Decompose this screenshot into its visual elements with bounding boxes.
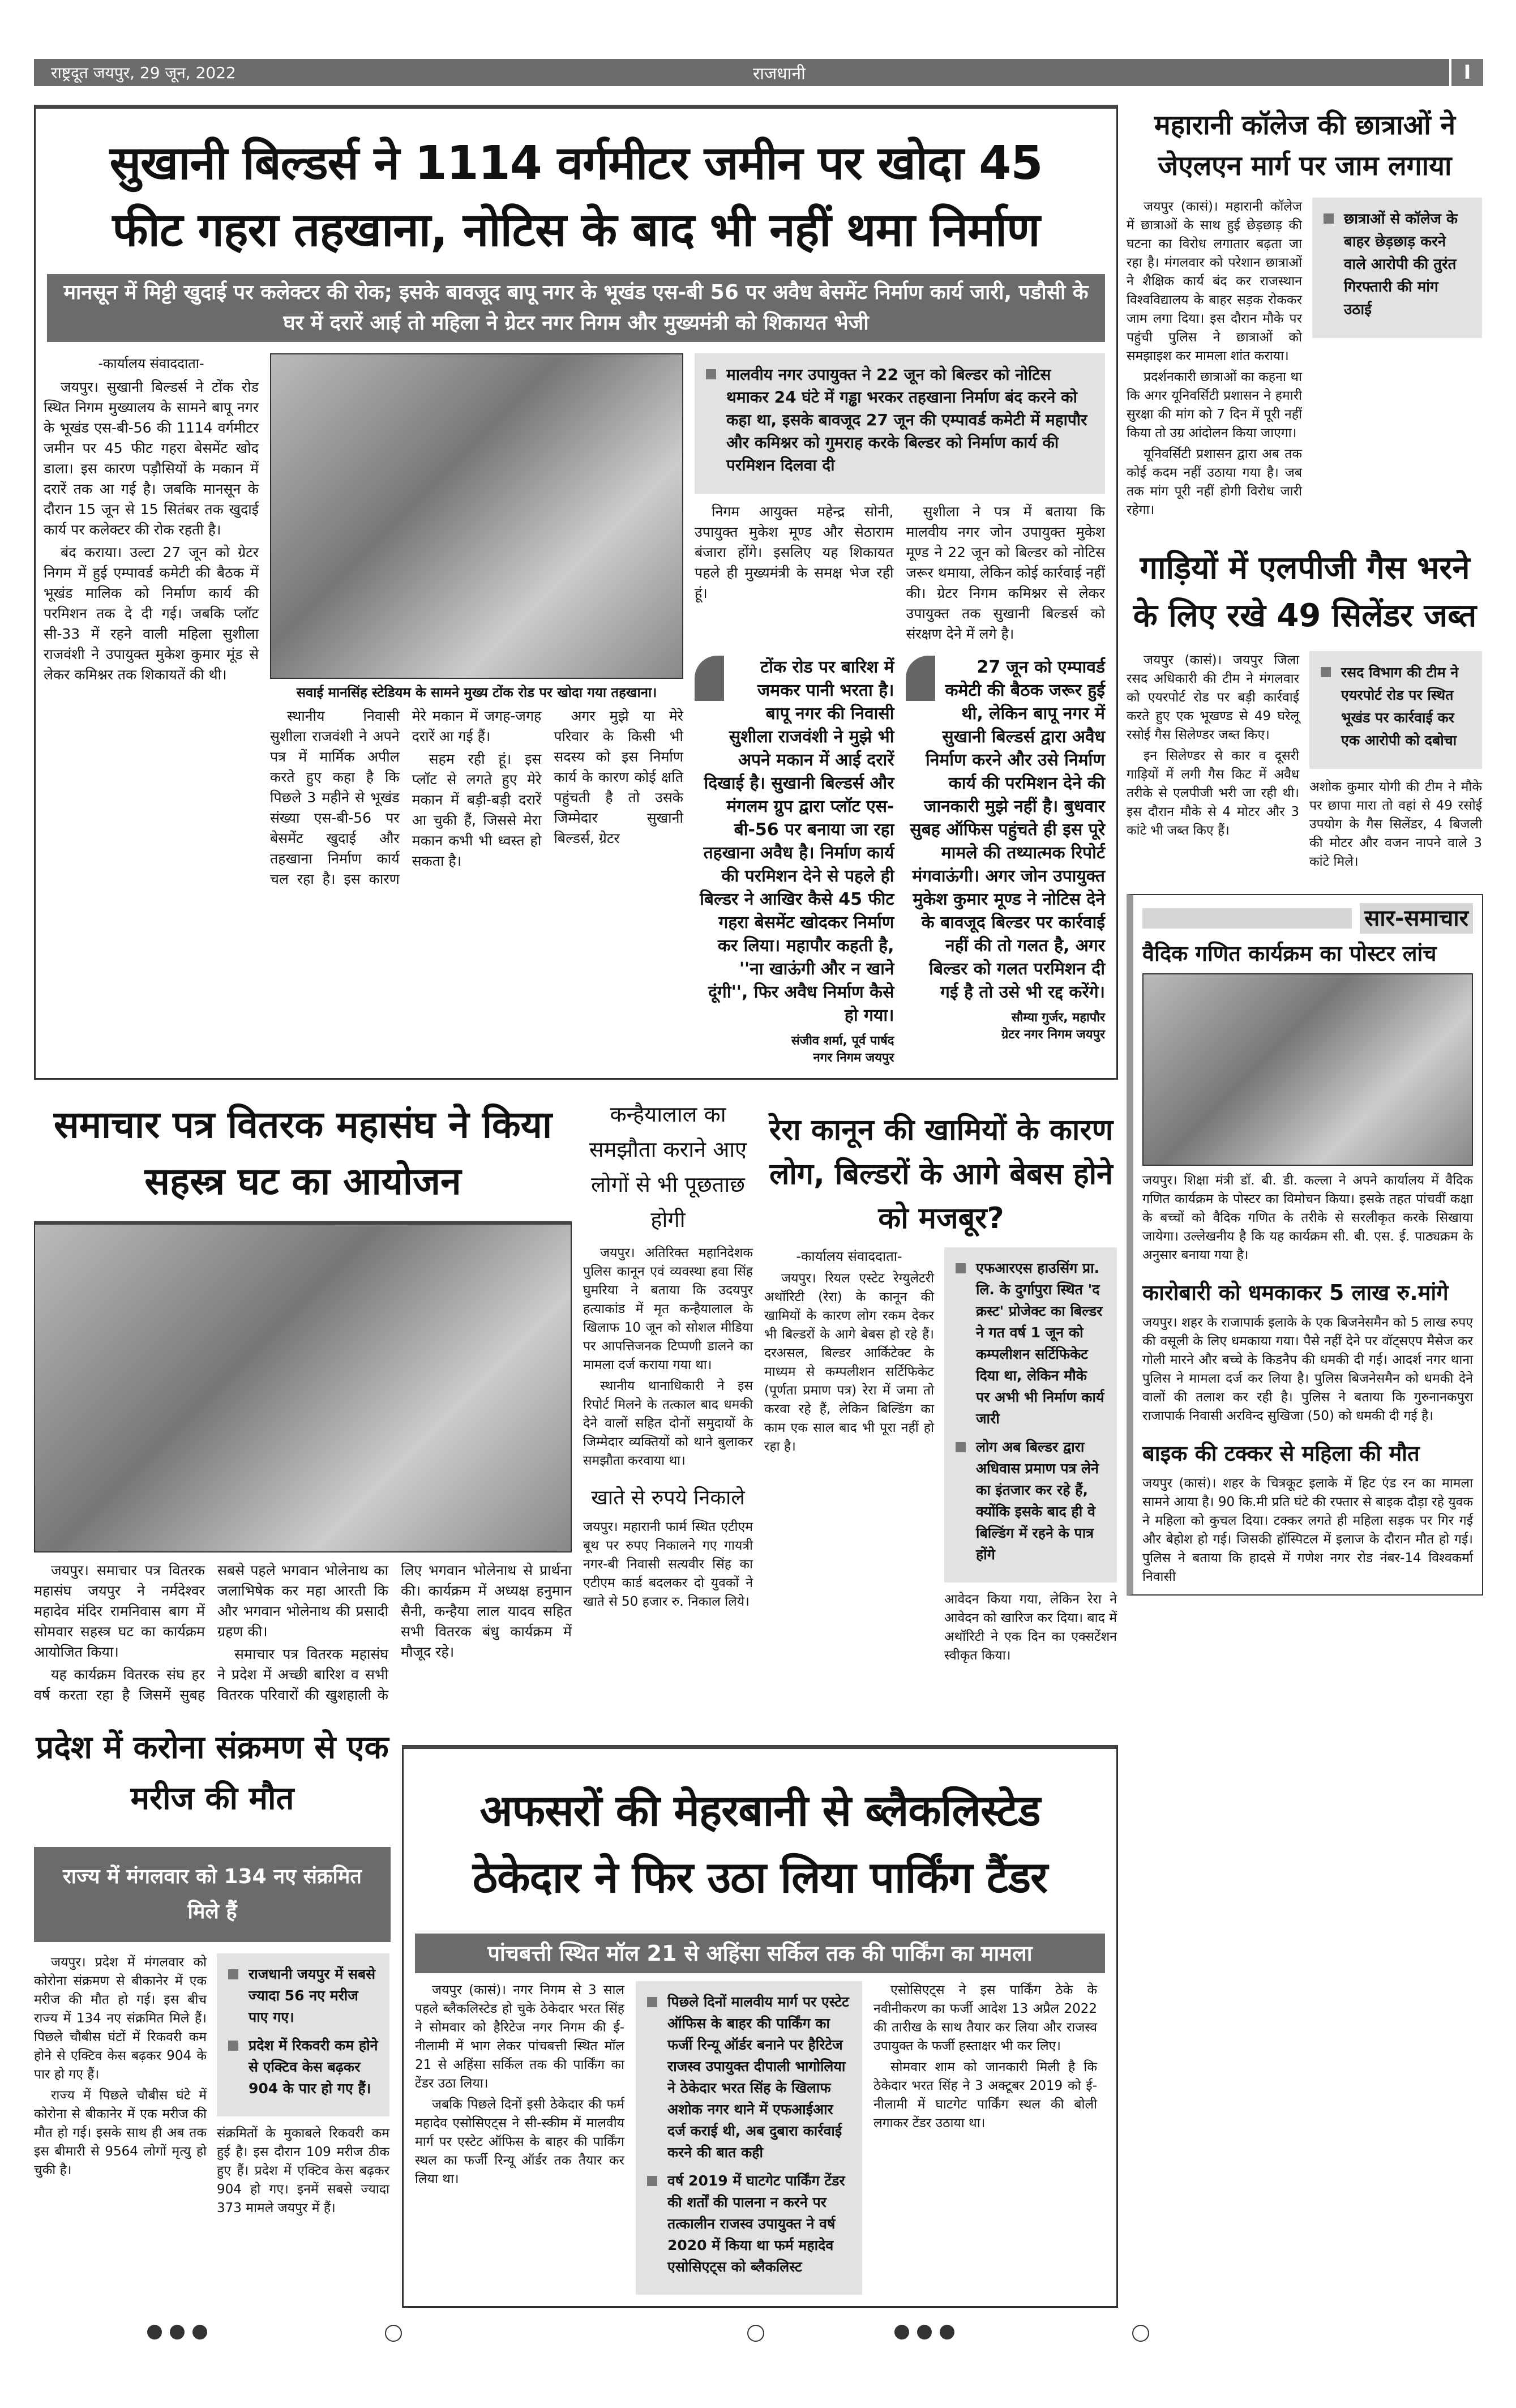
paragraph: प्रदर्शनकारी छात्राओं का कहना था कि अगर यूनिवर्सिटी प्रशासन ने हमारी सुरक्षा की मांग को 7 दिन में पूरी नहीं किया तो उग्र आंदोलन किया जाएगा। xyxy=(1127,370,1302,440)
quote-saumya xyxy=(906,656,1106,1043)
paragraph: जयपुर। रियल एस्टेट रेग्युलेटरी अथॉरिटी (रेरा) के कानून की खामियों के कारण लोग रकम देकर भी बिल्डरों के आगे बेबस हो रहे हैं। दरअसल, बिल्डर आर्किटेक्ट के माध्यम से कम्पलीशन सर्टिफिकेट (पूर्णता प्रमाण पत्र) रेरा में जमा तो करवा रहे हैं, लेकिन बिल्डिंग का काम एक साल बाद भी पूरा नहीं हो रहा है। xyxy=(764,1271,934,1454)
highlight-text: पिछले दिनों मालवीय मार्ग पर एस्टेट ऑफिस के बाहर की पार्किंग का फर्जी रिन्यू ऑर्डर बनाने पर हैरिटेज राजस्व उपायुक्त दीपाली भागोलिया ने ठेकेदार भरत सिंह के खिलाफ अशोक नगर थाने में एफआईआर दर्ज कराई थी, अब दुबारा कार्रवाई करने की बात कही xyxy=(667,1994,849,2161)
parking-headline-line-1: अफसरों की मेहरबानी से ब्लैकलिस्टेड xyxy=(479,1785,1040,1836)
bullet-icon xyxy=(647,2176,657,2186)
maharani-highlight-box xyxy=(1312,198,1482,338)
parking-subhead: पांचबत्ती स्थित मॉल 21 से अहिंसा सर्किल तक की पार्किंग का मामला xyxy=(415,1934,1105,1973)
distributors-event-photo xyxy=(34,1221,572,1552)
page-number: I xyxy=(1449,59,1483,86)
atm-headline: खाते से रुपये निकाले xyxy=(591,1486,745,1509)
maharani-story xyxy=(1127,105,1483,522)
paragraph: संक्रमितों के मुकाबले रिकवरी कम हुई है। इस दौरान 109 मरीज ठीक हुए हैं। प्रदेश में एक्टिव केस बढ़कर 904 हो गए। इनमें सबसे ज्यादा 373 मामले जयपुर में हैं। xyxy=(217,2126,389,2215)
bullet-icon xyxy=(956,1263,966,1273)
karobari-headline: कारोबारी को धमकाकर 5 लाख रु.मांगे xyxy=(1142,1280,1449,1305)
paragraph: जबकि पिछले दिनों इसी ठेकेदार की फर्म महादेव एसोसिएट्स ने सी-स्कीम में मालवीय मार्ग पर एस्टेट ऑफिस के बाहर की पार्किंग स्थल का फर्जी रिन्यू ऑर्डर तक तैयार कर लिया था। xyxy=(415,2097,624,2187)
paragraph: समाचार पत्र वितरक महासंघ ने प्रदेश में अच्छी बारिश व सभी वितरक परिवारों की खुशहाली के लिए भगवान भोलेनाथ से प्रार्थना की। कार्यक्रम में अध्यक्ष हनुमान सैनी, कन्हैया लाल यादव सहित सभी वितरक बंधु कार्यक्रम में मौजूद रहे। xyxy=(217,1562,572,1703)
paragraph: यह कार्यक्रम वितरक संघ हर वर्ष करता रहा है जिसमें सुबह सबसे पहले भगवान भोलेनाथ का जलाभिषेक कर महा आरती कि और भगवान भोलेनाथ की प्रसादी ग्रहण की। xyxy=(34,1562,388,1703)
corona-text xyxy=(34,1953,207,2182)
bullet-icon xyxy=(647,1997,657,2007)
rera-story xyxy=(764,1097,1118,1665)
corona-headline: प्रदेश में करोना संक्रमण से एक मरीज की मौत xyxy=(36,1729,389,1817)
paragraph: निगम आयुक्त महेन्द्र सोनी, उपायुक्त मुकेश मूण्ड और सेठाराम बंजारा होंगे। इसलिए यह शिकायत पहले ही मुख्यमंत्री के समक्ष भेज रही हूं। xyxy=(695,503,894,601)
bike-headline: बाइक की टक्कर से महिला की मौत xyxy=(1142,1441,1420,1466)
registration-dot-icon xyxy=(917,2325,932,2339)
sar-samachar-box xyxy=(1127,894,1483,1596)
parking-text-2 xyxy=(873,1981,1097,2135)
rera-text xyxy=(764,1247,934,1459)
highlight-text: एफआरएस हाउसिंग प्रा. लि. के दुर्गापुरा स्थित 'द क्रस्ट' प्रोजेक्ट का बिल्डर ने गत वर्ष 1 जून को कम्पलीशन सर्टिफिकेट दिया था, लेकिन मौके पर अभी भी निर्माण कार्य जारी xyxy=(976,1260,1104,1427)
distributors-text xyxy=(34,1560,572,1705)
quote-text: 27 जून को एम्पावर्ड कमेटी की बैठक जरूर हुई थी, लेकिन बापू नगर में सुखानी बिल्डर्स द्वारा अवैध निर्माण करने और उसे निर्माण कार्य की परमिशन देने की जानकारी मुझे नहीं है। बुधवार सुबह ऑफिस पहुंचते ही इस पूरे मामले की तथ्यात्मक रिपोर्ट मंगवाऊंगी। अगर जोन उपायुक्त मुकेश कुमार मूण्ड ने नोटिस देने के बावजूद बिल्डर पर कार्रवाई नहीं की तो गलत है, अगर बिल्डर को गलत परमिशन दी गई है तो उसे भी रद्द करेंगे। xyxy=(910,657,1105,1002)
maharani-headline: महारानी कॉलेज की छात्राओं ने जेएलएन मार्ग पर जाम लगाया xyxy=(1154,109,1456,182)
main-highlight-box xyxy=(695,353,1105,494)
highlight-text: मालवीय नगर उपायुक्त ने 22 जून को बिल्डर को नोटिस थमाकर 24 घंटे में गड्ढा भरकर तहखाना निर्माण बंद करने को कहा था, इसके बावजूद 27 जून की एम्पावर्ड कमेटी में महापौर और कमिश्नर को गुमराह करके बिल्डर को निर्माण कार्य की परमिशन दिलवा दी xyxy=(726,365,1087,474)
main-headline-line-1: सुखानी बिल्डर्स ने 1114 वर्गमीटर जमीन पर खोदा 45 xyxy=(109,136,1043,190)
main-left-column xyxy=(44,353,259,687)
highlight-text: लोग अब बिल्डर द्वारा अधिवास प्रमाण पत्र लेने का इंतजार कर रहे हैं, क्योंकि इसके बाद ही वे बिल्डिंग में रहने के पात्र होंगे xyxy=(976,1439,1099,1563)
rera-highlight-box xyxy=(944,1247,1117,1582)
basement-photo xyxy=(270,353,683,679)
bullet-icon xyxy=(228,1969,238,1979)
distributors-headline: समाचार पत्र वितरक महासंघ ने किया सहस्त्र घट का आयोजन xyxy=(53,1103,553,1203)
paragraph: जयपुर। समाचार पत्र वितरक महासंघ जयपुर ने नर्मदेश्वर महादेव मंदिर रामनिवास बाग में सोमवार सहस्त्र घट का कार्यक्रम आयोजित किया। xyxy=(34,1562,205,1660)
paragraph: सुशीला ने पत्र में बताया कि मालवीय नगर जोन उपायुक्त मुकेश मूण्ड ने 22 जून को बिल्डर को नोटिस जरूर थमाया, लेकिन कोई कार्रवाई नहीं की। ग्रेटर निगम कमिश्नर से लेकर उपायुक्त तक सुखानी बिल्डर्स को संरक्षण देने में लगे है। xyxy=(906,503,1105,642)
corona-highlight: राज्य में मंगलवार को 134 नए संक्रमित मिले हैं xyxy=(34,1847,391,1942)
paragraph: अगर मुझे या मेरे परिवार के किसी भी सदस्य को इस निर्माण कार्य के कारण कोई क्षति पहुंचती है तो उसके जिम्मेदार सुखानी बिल्डर्स, ग्रेटर xyxy=(554,708,683,846)
paragraph: राज्य में पिछले चौबीस घंटे में कोरोना से बीकानेर में एक मरीज की मौत हो गई। इसके साथ ही अब तक इस बीमारी से 9564 लोगों मृत्यु हो चुकी है। xyxy=(34,2088,207,2178)
paragraph: एसोसिएट्स ने इस पार्किंग ठेके के नवीनीकरण का फर्जी आदेश 13 अप्रैल 2022 की तारीख के साथ तैयार कर लिया और राजस्व उपायुक्त के फर्जी हस्ताक्षर भी कर लिए। xyxy=(873,1983,1097,2054)
lpg-headline: गाड़ियों में एलपीजी गैस भरने के लिए रखे 49 सिलेंडर जब्त xyxy=(1133,550,1477,634)
quote-author-org: नगर निगम जयपुर xyxy=(813,1051,894,1065)
maharani-text xyxy=(1127,198,1302,522)
paragraph: जयपुर (कासं)। महारानी कॉलेज में छात्राओं के साथ हुई छेड़छाड़ की घटना का विरोध लगातार बढ़ता जा रहा है। मंगलवार को परेशान छात्राओं ने शैक्षिक कार्य बंद कर राजस्थान विश्वविद्यालय के बाहर सड़क रोककर जाम लगा दिया। इस दौरान मौके पर पहुंची पुलिस ने छात्राओं को समझाइश कर मामला शांत कराया। xyxy=(1127,199,1302,363)
registration-mark-icon xyxy=(385,2325,402,2342)
registration-dot-icon xyxy=(894,2325,909,2339)
kanhaiyalal-headline: कन्हैयालाल का समझौता कराने आए लोगों से भी पूछताछ होगी xyxy=(589,1102,747,1232)
registration-mark-icon xyxy=(747,2325,764,2342)
vedic-headline: वैदिक गणित कार्यक्रम का पोस्टर लांच xyxy=(1142,941,1437,966)
registration-dot-icon xyxy=(170,2325,185,2339)
lpg-text xyxy=(1127,651,1299,842)
quote-mark-icon xyxy=(906,656,935,701)
highlight-text: रसद विभाग की टीम ने एयरपोर्ट रोड पर स्थित भूखंड पर कार्रवाई कर एक आरोपी को दबोचा xyxy=(1341,664,1459,749)
vedic-text: जयपुर। शिक्षा मंत्री डॉ. बी. डी. कल्ला ने अपने कार्यालय में वैदिक गणित कार्यक्रम के पोस्टर का विमोचन किया। इसके तहत पांचवीं कक्षा के बच्चों को वैदिक गणित के तरीके से सरलीकृत करके सिखाया जायेगा। उल्लेखनीय है कि यह कार्यक्रम सी. बी. एस. ई. पाठ्यक्रम के अनुसार बनाया गया है। xyxy=(1142,1173,1473,1263)
registration-dot-icon xyxy=(147,2325,162,2339)
bullet-icon xyxy=(956,1442,966,1452)
main-headline-line-2: फीट गहरा तहखाना, नोटिस के बाद भी नहीं थमा निर्माण xyxy=(112,203,1040,257)
paragraph: जयपुर। प्रदेश में मंगलवार को कोरोना संक्रमण से बीकानेर में एक मरीज की मौत हो गई। इस बीच राज्य में 134 नए संक्रमित मिले हैं। पिछले चौबीस घंटों में रिकवरी कम होने से एक्टिव केस बढ़कर 904 के पार हो गए हैं। xyxy=(34,1955,207,2082)
rera-headline: रेरा कानून की खामियों के कारण लोग, बिल्डरों के आगे बेबस होने को मजबूर? xyxy=(769,1113,1114,1235)
karobari-text: जयपुर। शहर के राजापार्क इलाके के एक बिजनेसमैन को 5 लाख रुपए की वसूली के लिए धमकाया गया। पैसे नहीं देने पर वॉट्सएप मैसेज कर गोली मारने और बच्चे के किडनैप की धमकी दी गई। आदर्श नगर थाना पुलिस ने मामला दर्ज कर लिया है। पुलिस बिजनेसमैन को धमकी देने वालों की तलाश कर रही है। पुलिस ने बताया कि गुरुनानकपुरा राजापार्क निवासी अरविन्द सुखिजा (50) को धमकी दी गई है। xyxy=(1142,1315,1473,1423)
paragraph: स्थानीय थानाधिकारी ने इस रिपोर्ट मिलने के तत्काल बाद धमकी देने वालों सहित दोनों समुदायों के जिम्मेदार व्यक्तियों को थाने बुलाकर समझौता करवाया था। xyxy=(583,1379,753,1468)
paragraph: सोमवार शाम को जानकारी मिली है कि ठेकेदार भरत सिंह ने 3 अक्टूबर 2019 को ई-नीलामी में घाटगेट पार्किंग स्थल की बोली लगाकर टेंडर उठाया था। xyxy=(873,2060,1097,2131)
highlight-text: वर्ष 2019 में घाटगेट पार्किंग टेंडर की शर्तों की पालना न करने पर तत्कालीन राजस्व उपायुक्त ने वर्ष 2020 में किया था फर्म महादेव एसोसिएट्स को ब्लैकलिस्ट xyxy=(667,2172,845,2275)
lpg-story xyxy=(1127,545,1483,871)
paragraph: जयपुर (कासं)। नगर निगम से 3 साल पहले ब्लैकलिस्टेड हो चुके ठेकेदार भरत सिंह ने सोमवार को हैरिटेज नगर निगम की ई-नीलामी में भाग लेकर पांचबत्ती स्थित मॉल 21 से अहिंसा सर्किल तक की पार्किंग का टेंडर उठा लिया। xyxy=(415,1983,624,2091)
paragraph: यूनिवर्सिटी प्रशासन द्वारा अब तक कोई कदम नहीं उठाया गया है। जब तक मांग पूरी नहीं होगी विरोध जारी रहेगा। xyxy=(1127,447,1302,517)
highlight-text: प्रदेश में रिकवरी कम होने से एक्टिव केस बढ़कर 904 के पार हो गए हैं। xyxy=(249,2037,378,2097)
photo-caption: सवाई मानसिंह स्टेडियम के सामने मुख्य टोंक रोड पर खोदा गया तहखाना। xyxy=(296,685,657,700)
bullet-icon xyxy=(1324,213,1334,224)
kanhaiyalal-story xyxy=(583,1097,753,1611)
bike-text: जयपुर (कासं)। शहर के चित्रकूट इलाके में हिट एंड रन का मामला सामने आया है। 90 कि.मी प्रति घंटे की रफ्तार से बाइक दौड़ा रहे युवक ने महिला को कुचल दिया। टक्कर लगते ही महिला सड़क पर गिर गई और बेहोश हो गई। जिसकी हॉस्पिटल में इलाज के दौरान मौत हो गई। पुलिस ने बताया कि हादसे में गणेश नगर रोड नंबर-14 विश्वकर्मा निवासी xyxy=(1142,1476,1473,1584)
paragraph: अशोक कुमार योगी की टीम ने मौके पर छापा मारा तो वहां से 49 रसोई उपयोग के गैस सिलेंडर, 4 बिजली की मोटर और वजन नापने वाले 3 कांटे मिले। xyxy=(1309,780,1482,869)
poster-launch-photo xyxy=(1142,973,1473,1166)
dateline: राष्ट्रदूत जयपुर, 29 जून, 2022 xyxy=(51,63,236,82)
kanhaiyalal-text xyxy=(583,1244,753,1470)
parking-text xyxy=(415,1981,624,2191)
highlight-text: छात्राओं से कॉलेज के बाहर छेड़छाड़ करने वाले आरोपी की तुरंत गिरफ्तारी की मांग उठाई xyxy=(1344,211,1458,318)
registration-dot-icon xyxy=(192,2325,207,2339)
byline: -कार्यालय संवाददाता- xyxy=(796,1248,902,1264)
paragraph: जयपुर। अतिरिक्त महानिदेशक पुलिस कानून एवं व्यवस्था हवा सिंह घुमरिया ने बताया कि उदयपुर हत्याकांड में मृत कन्हैयालाल के खिलाफ 10 जून को सोशल मीडिया पर आपत्तिजनक टिप्पणी डालने का मामला दर्ज कराया गया था। xyxy=(583,1246,753,1372)
registration-dot-icon xyxy=(940,2325,954,2339)
quote-sanjeev xyxy=(695,656,894,1067)
print-marks xyxy=(34,2325,1483,2347)
quote-author: संजीव शर्मा, पूर्व पार्षद xyxy=(791,1034,894,1048)
sar-samachar-label: सार-समाचार xyxy=(1360,903,1473,934)
quote-text: टोंक रोड पर बारिश में जमकर पानी भरता है। बापू नगर की निवासी सुशीला राजवंशी ने मुझे भी अपने मकान में आई दरारें दिखाई है। सुखानी बिल्डर्स और मंगलम ग्रुप द्वारा प्लॉट एस-बी-56 पर बनाया जा रहा तहखाना अवैध है। निर्माण कार्य की परमिशन देने से पहले ही बिल्डर ने आखिर कैसे 45 फीट गहरा बेसमेंट खोदकर निर्माण कर लिया। महापौर कहती है, ''ना खाऊंगी और न खाने दूंगी'', फिर अवैध निर्माण कैसे हो गया। xyxy=(700,657,894,1025)
main-mid-text xyxy=(695,502,1105,644)
bullet-icon xyxy=(1321,667,1331,677)
quote-mark-icon xyxy=(695,656,724,701)
registration-mark-icon xyxy=(1132,2325,1149,2342)
parking-bullets-box xyxy=(636,1981,862,2295)
distributors-story xyxy=(34,1097,572,1705)
paragraph: स्थानीय निवासी सुशीला राजवंशी ने अपने पत्र में मार्मिक अपील करते हुए कहा है कि पिछले 3 महीने से भूखंड संख्या एस-बी-56 पर बेसमेंट खुदाई और तहखाना निर्माण कार्य चल रहा है। इस कारण मेरे मकान में जगह-जगह दरारें आ गई हैं। xyxy=(270,708,542,887)
corona-bullets-box xyxy=(217,1953,389,2116)
page-header xyxy=(34,59,1483,86)
byline: -कार्यालय संवाददाता- xyxy=(98,356,204,371)
quote-author-org: ग्रेटर नगर निगम जयपुर xyxy=(1001,1028,1105,1042)
parking-headline-line-2: ठेकेदार ने फिर उठा लिया पार्किंग टैंडर xyxy=(472,1852,1048,1902)
paragraph: जयपुर। सुखानी बिल्डर्स ने टोंक रोड स्थित निगम मुख्यालय के सामने बापू नगर के भूखंड एस-बी-56 की 1114 वर्गमीटर जमीन पर 45 फीट गहरा बेसमेंट खोद डाला। इस कारण पड़ौसियों के मकान में दरारें तक आ गई है। जबकि मानसून के दौरान 15 जून से 15 सितंबर तक खुदाई कार्य पर कलेक्टर की रोक रहती है। xyxy=(44,379,259,538)
paragraph: सहम रही हूं। इस प्लॉट से लगते हुए मेरे मकान में बड़ी-बड़ी दरारें आ चुकी हैं, जिससे मेरा मकान कभी भी ध्वस्त हो सकता है। xyxy=(412,751,542,869)
section-name: राजधानी xyxy=(753,63,806,84)
paragraph: बंद कराया। उल्टा 27 जून को ग्रेटर निगम में हुई एम्पावर्ड कमेटी की बैठक में भूखंड मालिक को निर्माण कार्य की परमिशन तक दे दी गई। जबकि प्लॉट सी-33 में रहने वाली महिला सुशीला राजवंशी ने उपायुक्त मुकेश कुमार मूंड से लेकर कमिश्नर तक शिकायतें की थी। xyxy=(44,544,259,683)
lpg-highlight-box xyxy=(1309,651,1482,769)
parking-tender-story xyxy=(402,1745,1118,2308)
main-subhead: मानसून में मिट्टी खुदाई पर कलेक्टर की रोक; इसके बावजूद बापू नगर के भूखंड एस-बी 56 पर अवैध बेसमेंट निर्माण कार्य जारी, पडौसी के घर में दरारें आई तो महिला ने ग्रेटर नगर निगम और मुख्यमंत्री को शिकायत भेजी xyxy=(47,274,1105,342)
highlight-text: राजधानी जयपुर में सबसे ज्यादा 56 नए मरीज पाए गए। xyxy=(249,1966,376,2025)
paragraph: आवेदन किया गया, लेकिन रेरा ने आवेदन को खारिज कर दिया। बाद में अथॉरिटी ने एक दिन का एक्सटेंशन स्वीकृत किया। xyxy=(944,1592,1117,1663)
corona-story xyxy=(34,1722,391,2218)
paragraph: जयपुर (कासं)। जयपुर जिला रसद अधिकारी की टीम ने मंगलवार को एयरपोर्ट रोड पर बड़ी कार्रवाई करते हुए एक भूखण्ड से 49 घरेलू रसोई गैस सिलेण्डर जब्त किए। xyxy=(1127,653,1299,742)
paragraph: इन सिलेण्डर से कार व दूसरी गाड़ियों में लगी गैस किट में अवैध तरीके से एलपीजी भरी जा रही थी। इस दौरान मौके से 4 मोटर और 3 कांटे भी जब्त किए हैं। xyxy=(1127,749,1299,838)
bullet-icon xyxy=(706,369,716,379)
main-bottom-text xyxy=(270,706,683,889)
atm-text: जयपुर। महारानी फार्म स्थित एटीएम बूथ पर रुपए निकालने गए गायत्री नगर-बी निवासी सत्यवीर सिंह का एटीएम कार्ड बदलकर दो युवकों ने खाते से 50 हजार रु. निकाल लिये। xyxy=(583,1520,753,1609)
bullet-icon xyxy=(228,2041,238,2051)
main-story xyxy=(34,105,1118,1080)
quote-author: सौम्या गुर्जर, महापौर xyxy=(1011,1011,1105,1025)
